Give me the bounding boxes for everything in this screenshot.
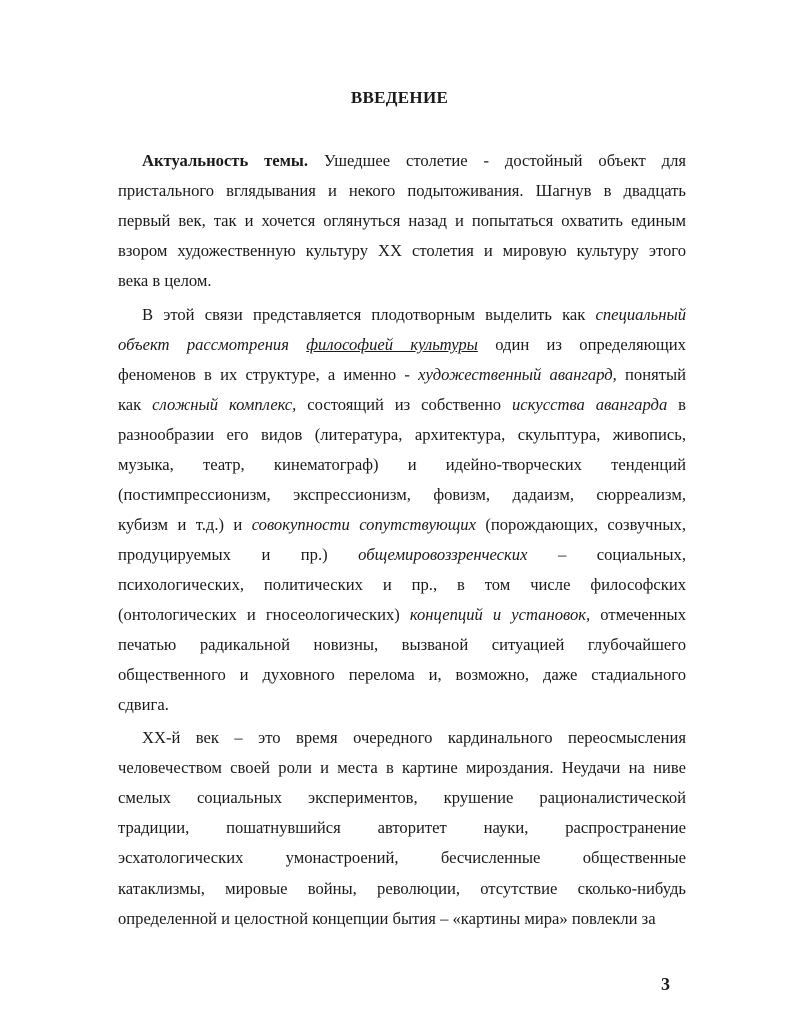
text-segment: Актуальность темы. [142, 151, 309, 170]
text-line [118, 513, 686, 537]
text-segment: В этой связи представляется плодотворным выделить как [142, 305, 596, 324]
text-line [118, 269, 686, 293]
text-segment: феноменов в их структуре, а именно - [118, 365, 419, 384]
text-segment: психологических, политических и пр., в том числе философских [118, 575, 686, 594]
text-line [118, 333, 686, 357]
text-line [118, 633, 686, 657]
text-segment: первый век, так и хочется оглянуться назад и попытаться охватить единым [118, 211, 686, 230]
text-line [118, 573, 686, 597]
text-line [118, 907, 686, 931]
text-segment: специальный [595, 305, 686, 324]
text-segment: понятый [616, 365, 687, 384]
text-segment: общественного и духовного перелома и, возможно, даже стадиального [118, 665, 686, 684]
text-line [118, 179, 686, 203]
text-segment: совокупности сопутствующих [251, 515, 476, 534]
text-segment: концепций и установок, [409, 605, 591, 624]
text-segment: разнообразии его видов (литература, архитектура, скульптура, живопись, [118, 425, 686, 444]
text-segment: XX-й век – это время очередного кардинального переосмысления [142, 728, 686, 747]
text-segment: определенной и целостной концепции бытия – «картины мира» повлекли за [118, 909, 656, 928]
text-segment: (онтологических и гносеологических) [118, 605, 410, 624]
text-segment: – социальных, [527, 545, 686, 564]
text-segment: катаклизмы, мировые войны, революции, отсутствие сколько-нибудь [118, 879, 686, 898]
text-line [118, 877, 686, 901]
text-line [118, 453, 686, 477]
text-line [118, 756, 686, 780]
text-segment: пристального вглядывания и некого подытоживания. Шагнув в двадцать [118, 181, 686, 200]
text-line [142, 303, 686, 327]
page-number: 3 [661, 974, 670, 994]
text-line [118, 363, 686, 387]
text-segment: кубизм и т.д.) и [118, 515, 252, 534]
text-segment: в [667, 395, 687, 414]
text-segment: человечеством своей роли и места в картине мироздания. Неудачи на ниве [118, 758, 686, 777]
text-line [118, 543, 686, 567]
text-segment: продуцируемых и пр.) [118, 545, 359, 564]
text-segment: сложный комплекс, [152, 395, 297, 414]
text-segment: традиции, пошатнувшийся авторитет науки, распространение [118, 818, 686, 837]
text-segment: (порождающих, созвучных, [475, 515, 687, 534]
text-line [118, 209, 686, 233]
page-title: ВВЕДЕНИЕ [350, 88, 449, 107]
text-segment: философией культуры [306, 335, 478, 354]
text-segment: отмеченных [590, 605, 686, 624]
text-segment: состоящий из собственно [296, 395, 512, 414]
text-line [142, 726, 686, 750]
text-segment: один из определяющих [477, 335, 686, 354]
text-segment: сдвига. [118, 695, 169, 714]
text-segment: общемировоззренческих [358, 545, 528, 564]
text-line [118, 423, 686, 447]
text-line [118, 846, 686, 870]
text-line [118, 393, 686, 417]
text-segment: взором художественную культуру XX столетия и мировую культуру этого [118, 241, 686, 260]
text-segment: музыка, театр, кинематограф) и идейно-творческих тенденций [118, 455, 686, 474]
text-segment: (постимпрессионизм, экспрессионизм, фовизм, дадаизм, сюрреализм, [118, 485, 686, 504]
text-segment: эсхатологических умонастроений, бесчисленные общественные [118, 848, 686, 867]
text-segment: Ушедшее столетие - достойный объект для [308, 151, 686, 170]
text-segment: века в целом. [118, 271, 212, 290]
text-line [142, 149, 686, 173]
text-segment: объект рассмотрения [118, 335, 307, 354]
text-line [118, 663, 686, 687]
text-line [118, 816, 686, 840]
text-line [118, 786, 686, 810]
text-segment: как [118, 395, 153, 414]
text-segment: печатью радикальной новизны, вызваной ситуацией глубочайшего [118, 635, 686, 654]
text-segment: художественный авангард, [418, 365, 617, 384]
text-line [118, 483, 686, 507]
text-segment: смелых социальных экспериментов, крушение рационалистической [118, 788, 686, 807]
text-segment: искусства авангарда [511, 395, 668, 414]
text-line [118, 603, 686, 627]
text-line [118, 239, 686, 263]
text-line [118, 693, 686, 717]
